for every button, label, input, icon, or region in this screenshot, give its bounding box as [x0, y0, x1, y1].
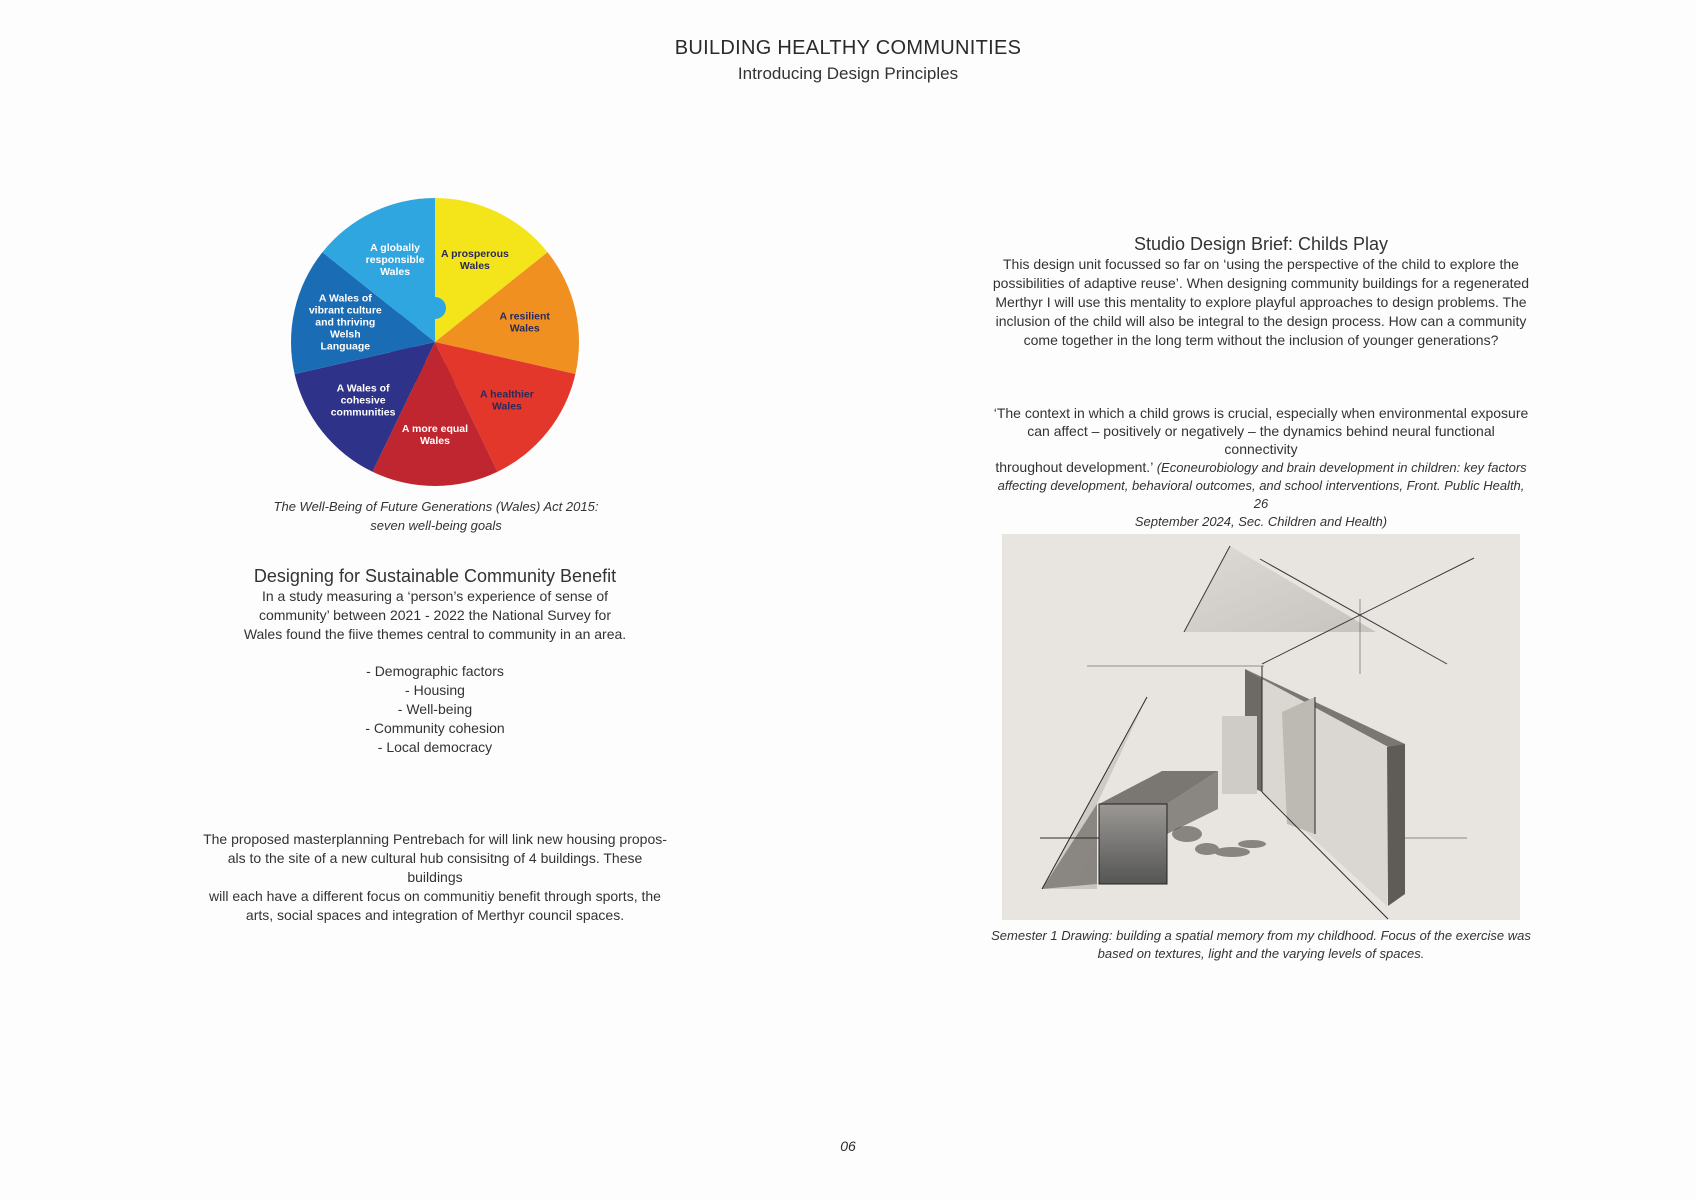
text-line: inclusion of the child will also be integral to the design process. How can a community — [995, 313, 1527, 329]
text-line: arts, social spaces and integration of Merthyr council spaces. — [245, 907, 625, 923]
well-being-goals-wheel — [280, 190, 590, 500]
text-line: possibilities of adaptive reuse’. When designing community buildings for a regenerated — [992, 275, 1530, 291]
wheel-goal-label-line: A globally — [370, 242, 420, 255]
drawing-caption — [990, 927, 1532, 963]
text-line: community’ between 2021 - 2022 the National Survey for — [258, 607, 611, 623]
text-line: will each have a different focus on communitiy benefit through sports, the — [209, 888, 661, 904]
section-heading-design-brief: Studio Design Brief: Childs Play — [1133, 234, 1389, 254]
citation: September 2024, Sec. Children and Health) — [1134, 514, 1388, 529]
wheel-goal-label-line: vibrant culture — [308, 304, 382, 317]
wheel-goal-label-line: and thriving — [315, 316, 376, 329]
wheel-goal-label-line: A Wales of — [318, 292, 372, 305]
themes-list — [300, 662, 570, 757]
wheel-goal-label-line: responsible — [365, 254, 425, 267]
list-item: - Local democracy — [377, 739, 493, 755]
text-line: In a study measuring a ‘person’s experience of sense of — [261, 588, 609, 604]
design-brief-text — [990, 255, 1532, 350]
wheel-goal-label-line: A prosperous — [440, 248, 509, 261]
quote-block — [990, 404, 1532, 531]
text-line: Wales found the fiive themes central to community in an area. — [243, 626, 627, 642]
list-item: - Housing — [405, 682, 465, 698]
wheel-goal-label-line: cohesive — [340, 394, 386, 407]
wheel-goal-label-line: Language — [320, 340, 371, 353]
list-item: - Demographic factors — [366, 663, 504, 679]
wheel-goal-label-line: communities — [330, 406, 396, 419]
citation: (Econeurobiology and brain development in children: key factors — [1156, 460, 1527, 475]
quote-line: ‘The context in which a child grows is crucial, especially when environmental exposure — [993, 405, 1529, 421]
wheel-goal-label-line: Wales — [509, 322, 540, 335]
wheel-goal-label-line: A Wales of — [336, 382, 390, 395]
wheel-goal-label-line: A resilient — [499, 310, 550, 323]
text-line: Merthyr I will use this mentality to explore playful approaches to design problems. The — [995, 294, 1527, 310]
caption-line: seven well-being goals — [370, 518, 502, 533]
wheel-goal-label-line: A healthier — [479, 388, 534, 401]
quote-end: throughout development.’ — [995, 459, 1153, 475]
page-subtitle: Introducing Design Principles — [737, 64, 959, 83]
page-title: BUILDING HEALTHY COMMUNITIES — [674, 37, 1022, 59]
text-line: come together in the long term without the inclusion of younger generations? — [1023, 332, 1499, 348]
community-benefit-text — [200, 587, 670, 644]
wheel-goal-label-line: Wales — [459, 260, 490, 273]
text-line: als to the site of a new cultural hub consisitng of 4 buildings. These buildings — [227, 850, 643, 885]
charcoal-drawing-image — [1002, 534, 1520, 920]
wheel-goal-label-line: Wales — [491, 400, 522, 413]
wheel-goal-label-line: Wales — [420, 435, 450, 447]
list-item: - Well-being — [397, 701, 473, 717]
wheel-goal-label-line: A more equal — [401, 423, 469, 435]
caption-line: The Well-Being of Future Generations (Wales) Act 2015: — [273, 499, 599, 514]
quote-line: can affect – positively or negatively – the dynamics behind neural functional connectivity — [1027, 423, 1495, 457]
masterplan-text — [200, 830, 670, 925]
citation: affecting development, behavioral outcomes, and school interventions, Front. Public Health, 26 — [997, 478, 1525, 511]
list-item: - Community cohesion — [365, 720, 505, 736]
wheel-goal-label-line: Welsh — [329, 328, 361, 341]
wheel-goal-label-line: Wales — [380, 266, 411, 279]
text-line: This design unit focussed so far on ‘using the perspective of the child to explore the — [1003, 256, 1519, 272]
puzzle-knob — [424, 297, 446, 319]
section-heading-community-benefit: Designing for Sustainable Community Benefit — [253, 566, 617, 586]
caption-line: Semester 1 Drawing: building a spatial memory from my childhood. Focus of the exercise was — [991, 928, 1531, 943]
quote-line — [990, 458, 1532, 477]
page-number: 06 — [840, 1138, 856, 1154]
wheel-caption — [236, 497, 636, 535]
caption-line: based on textures, light and the varying levels of spaces. — [1097, 946, 1425, 961]
text-line: The proposed masterplanning Pentrebach for will link new housing propos- — [203, 831, 667, 847]
